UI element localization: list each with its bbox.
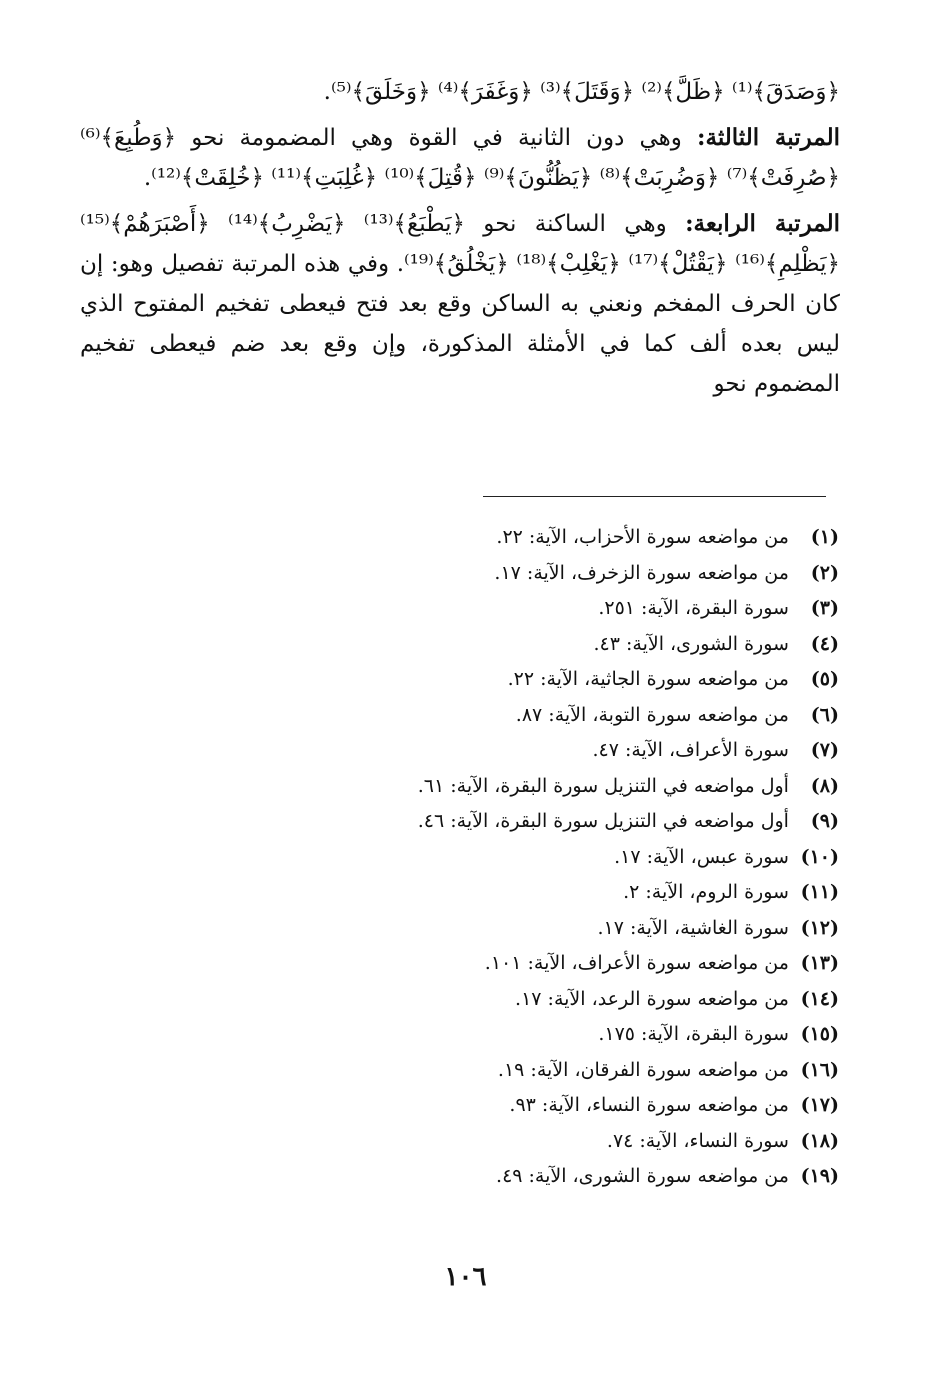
footnote-number: (١٧) [800, 1094, 839, 1116]
footnote-item [279, 1088, 839, 1124]
footnote-item [279, 1124, 839, 1160]
footnote-number: (١٤) [800, 987, 839, 1010]
footnote-item [279, 875, 839, 911]
footnote-text: من مواضعه سورة الشورى، الآية: ٤٩. [496, 1165, 789, 1187]
footnote-text: من مواضعه سورة الجاثية، الآية: ٢٢. [507, 668, 789, 690]
examples-paragraph: ﴿وَصَدَقَ﴾⁽¹⁾ ﴿ظَلَّ﴾⁽²⁾ ﴿وَقَتَلَ﴾⁽³⁾ ﴿وَغَفَرَ﴾⁽⁴⁾ ﴿وَخَلَقَ﴾⁽⁵⁾. [323, 79, 840, 105]
footnote-item [279, 698, 839, 734]
footnote-item [279, 911, 839, 947]
footnote-text: من مواضعه سورة التوبة، الآية: ٨٧. [515, 703, 789, 726]
footnote-number: (٥) [810, 668, 839, 690]
footnote-text: من مواضعه سورة الأعراف، الآية: ١٠١. [484, 952, 789, 974]
footnote-item [279, 946, 839, 982]
footnote-number: (١٦) [800, 1058, 839, 1081]
footnote-number: (١٣) [800, 952, 839, 974]
footnote-number: (١٥) [800, 1023, 839, 1045]
footnote-item [279, 1053, 839, 1089]
footnote-text: من مواضعه سورة الفرقان، الآية: ١٩. [497, 1058, 789, 1081]
footnote-number: (١٨) [800, 1129, 839, 1152]
third-rank-heading: المرتبة الثالثة: [697, 124, 840, 151]
footnote-text: من مواضعه سورة الزخرف، الآية: ١٧. [494, 561, 789, 584]
footnote-item [279, 804, 839, 840]
footnote-number: (١١) [800, 881, 839, 903]
main-text [80, 72, 840, 410]
footnote-number: (١٩) [800, 1165, 839, 1187]
footnote-number: (٦) [810, 703, 839, 726]
footnote-item [279, 520, 839, 556]
footnote-text: من مواضعه سورة النساء، الآية: ٩٣. [509, 1094, 789, 1116]
footnote-text: سورة الشورى، الآية: ٤٣. [593, 632, 789, 655]
fourth-rank-paragraph [80, 204, 840, 404]
third-rank-paragraph [80, 118, 840, 198]
footnote-number: (٣) [810, 597, 839, 619]
footnote-text: أول مواضعه في التنزيل سورة البقرة، الآية: ٤٦. [417, 810, 789, 832]
footnote-text: أول مواضعه في التنزيل سورة البقرة، الآية: ٦١. [417, 774, 789, 797]
footnote-number: (٧) [810, 739, 839, 761]
footnote-separator [483, 496, 826, 497]
footnote-number: (٢) [810, 561, 839, 584]
footnote-number: (٤) [810, 632, 839, 655]
footnote-item [279, 769, 839, 805]
footnote-text: سورة الروم، الآية: ٢. [623, 881, 789, 903]
footnote-item [279, 591, 839, 627]
footnote-item [279, 556, 839, 592]
footnote-number: (١٠) [800, 845, 839, 868]
page-number: ١٠٦ [444, 1262, 487, 1292]
third-rank-text: وهي دون الثانية في القوة وهي المضمومة نحو ﴿وَطُبِعَ﴾⁽⁶⁾ ﴿صُرِفَتْ﴾⁽⁷⁾ ﴿وَضُرِبَتْ﴾⁽⁸⁾ ﴿يَظُنُّونَ﴾⁽⁹⁾ ﴿قُتِلَ﴾⁽¹⁰⁾ ﴿غُلِبَتِ﴾⁽¹¹⁾ ﴿خُلِقَتْ﴾⁽¹²⁾. [80, 125, 840, 191]
fourth-rank-heading: المرتبة الرابعة: [685, 210, 840, 237]
footnote-item [279, 1159, 839, 1195]
footnote-text: سورة عبس، الآية: ١٧. [614, 845, 789, 868]
footnote-text: سورة الأعراف، الآية: ٤٧. [592, 739, 789, 761]
footnote-number: (١) [810, 526, 839, 548]
footnote-text: من مواضعه سورة الأحزاب، الآية: ٢٢. [496, 526, 789, 548]
footnote-text: سورة النساء، الآية: ٧٤. [606, 1129, 789, 1152]
fourth-rank-text: وهي الساكنة نحو ﴿يَطْبَعُ﴾⁽¹³⁾ ﴿يَضْرِبُ﴾⁽¹⁴⁾ ﴿أَصْبَرَهُمْ﴾⁽¹⁵⁾ ﴿يَظْلِمِ﴾⁽¹⁶⁾ ﴿يَقْتُلْ﴾⁽¹⁷⁾ ﴿يَغْلِبْ﴾⁽¹⁸⁾ ﴿يَخْلُقُ﴾⁽¹⁹⁾. وفي هذه المرتبة تفصيل وهو: إن كان الحرف المفخم ونعني به الساكن وقع بعد فتح فيعطى تفخيم المفتوح الذي ليس بعده ألف كما في الأمثلة المذكورة، وإن وقع بعد ضم فيعطى تفخيم المضموم نحو [80, 211, 841, 397]
footnote-number: (١٢) [800, 916, 839, 939]
footnote-text: سورة البقرة، الآية: ١٧٥. [598, 1023, 789, 1045]
footnote-item [279, 982, 839, 1018]
footnote-item [279, 627, 839, 663]
footnote-item [279, 662, 839, 698]
footnote-text: سورة الغاشية، الآية: ١٧. [597, 916, 789, 939]
footnote-item [279, 733, 839, 769]
footnote-text: سورة البقرة، الآية: ٢٥١. [598, 597, 789, 619]
footnotes-list [279, 520, 839, 1195]
footnote-number: (٩) [810, 810, 839, 832]
footnote-text: من مواضعه سورة الرعد، الآية: ١٧. [515, 987, 789, 1010]
footnote-number: (٨) [810, 774, 839, 797]
footnote-item [279, 840, 839, 876]
footnote-item [279, 1017, 839, 1053]
